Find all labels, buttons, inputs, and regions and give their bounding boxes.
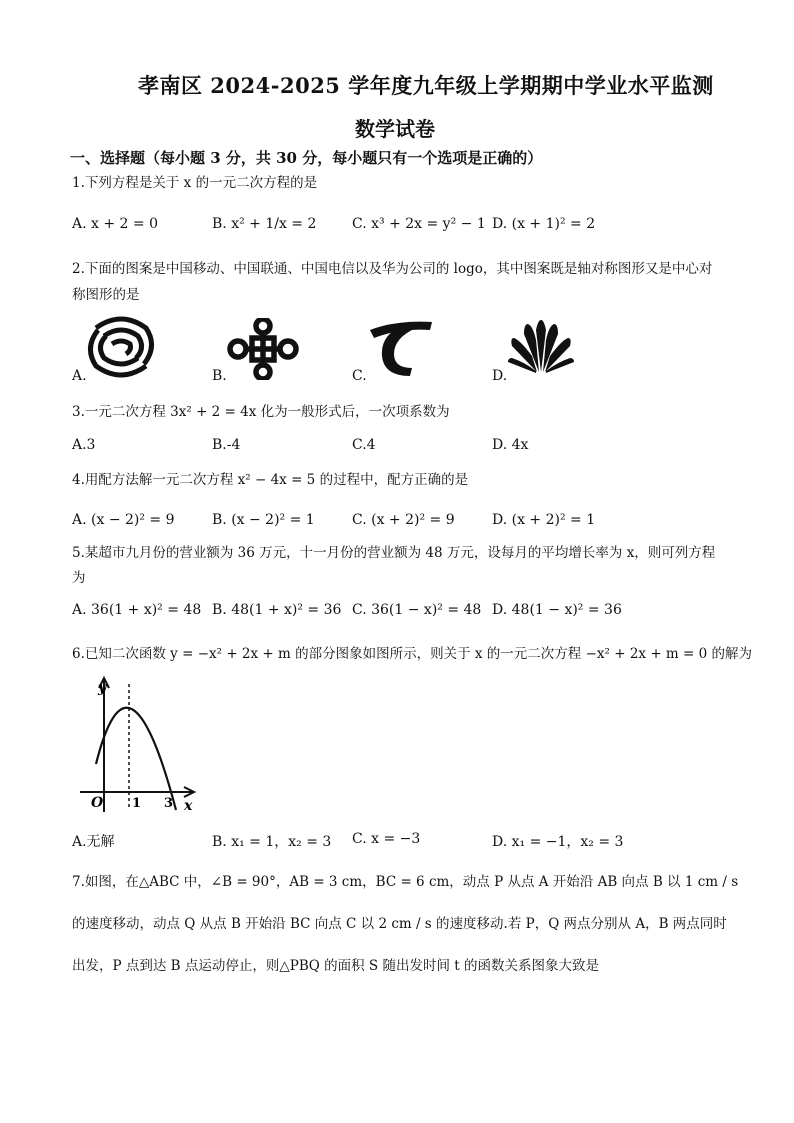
china-unicom-logo-icon — [226, 318, 300, 380]
q5-option-a: A. 36(1 + x)² = 48 — [72, 602, 202, 618]
q3-option-d: D. 4x — [492, 437, 529, 453]
question-7-line1: 7.如图，在△ABC 中，∠B = 90°，AB = 3 cm，BC = 6 cm，动点 P 从点 A 开始沿 AB 向点 B 以 1 cm / s — [72, 874, 739, 890]
q5-option-c: C. 36(1 − x)² = 48 — [352, 602, 482, 618]
question-2-stem-line1: 2.下面的图案是中国移动、中国联通、中国电信以及华为公司的 logo，其中图案既是轴对称图形又是中心对 — [72, 261, 713, 277]
q6-option-c: C. x = −3 — [352, 831, 421, 847]
q2-option-a: A. — [72, 368, 87, 384]
question-2-stem-line2: 称图形的是 — [72, 287, 140, 303]
question-4-stem: 4.用配方法解一元二次方程 x² − 4x = 5 的过程中，配方正确的是 — [72, 472, 469, 488]
question-5-stem-line2: 为 — [72, 570, 86, 586]
china-telecom-logo-icon — [366, 316, 436, 382]
q6-option-d: D. x₁ = −1，x₂ = 3 — [492, 834, 624, 850]
q4-option-b: B. (x − 2)² = 1 — [212, 512, 315, 528]
y-axis-label: y — [98, 680, 107, 696]
parabola-graph — [74, 672, 204, 818]
question-5-stem-line1: 5.某超市九月份的营业额为 36 万元，十一月份的营业额为 48 万元，设每月的平均增长率为 x，则可列方程 — [72, 545, 716, 561]
question-7-line3: 出发，P 点到达 B 点运动停止，则△PBQ 的面积 S 随出发时间 t 的函数关系图象大致是 — [72, 958, 599, 974]
q1-option-d: D. (x + 1)² = 2 — [492, 216, 596, 232]
q3-option-b: B.-4 — [212, 437, 241, 453]
tick-label-1: 1 — [132, 796, 142, 811]
q4-option-c: C. (x + 2)² = 9 — [352, 512, 455, 528]
question-6-stem: 6.已知二次函数 y = −x² + 2x + m 的部分图象如图所示，则关于 x 的一元二次方程 −x² + 2x + m = 0 的解为 — [72, 646, 753, 662]
exam-subtitle: 数学试卷 — [355, 117, 435, 141]
q1-option-c: C. x³ + 2x = y² − 1 — [352, 216, 486, 232]
q3-option-a: A.3 — [72, 437, 96, 453]
q4-option-a: A. (x − 2)² = 9 — [72, 512, 175, 528]
q6-option-a: A.无解 — [72, 834, 115, 850]
question-1-stem: 1.下列方程是关于 x 的一元二次方程的是 — [72, 175, 318, 191]
question-7-line2: 的速度移动，动点 Q 从点 B 开始沿 BC 向点 C 以 2 cm / s 的速度移动.若 P，Q 两点分别从 A，B 两点同时 — [72, 916, 727, 932]
q1-option-a: A. x + 2 = 0 — [72, 216, 158, 232]
q2-option-b: B. — [212, 368, 227, 384]
q4-option-d: D. (x + 2)² = 1 — [492, 512, 596, 528]
tick-label-3: 3 — [164, 796, 174, 811]
x-axis-label: x — [184, 798, 193, 814]
q5-option-b: B. 48(1 + x)² = 36 — [212, 602, 342, 618]
q1-option-b: B. x² + 1/x = 2 — [212, 216, 317, 232]
section-heading: 一、选择题（每小题 3 分，共 30 分，每小题只有一个选项是正确的） — [70, 149, 543, 167]
q3-option-c: C.4 — [352, 437, 376, 453]
q6-option-b: B. x₁ = 1，x₂ = 3 — [212, 834, 332, 850]
q2-option-c: C. — [352, 368, 367, 384]
q5-option-d: D. 48(1 − x)² = 36 — [492, 602, 622, 618]
q2-option-d: D. — [492, 368, 508, 384]
exam-title: 孝南区 2024-2025 学年度九年级上学期期中学业水平监测 — [138, 73, 714, 98]
question-3-stem: 3.一元二次方程 3x² + 2 = 4x 化为一般形式后，一次项系数为 — [72, 404, 450, 420]
china-mobile-logo-icon — [86, 316, 156, 378]
huawei-logo-icon — [506, 316, 576, 374]
parabola-curve — [96, 708, 176, 810]
origin-label: O — [91, 795, 104, 811]
